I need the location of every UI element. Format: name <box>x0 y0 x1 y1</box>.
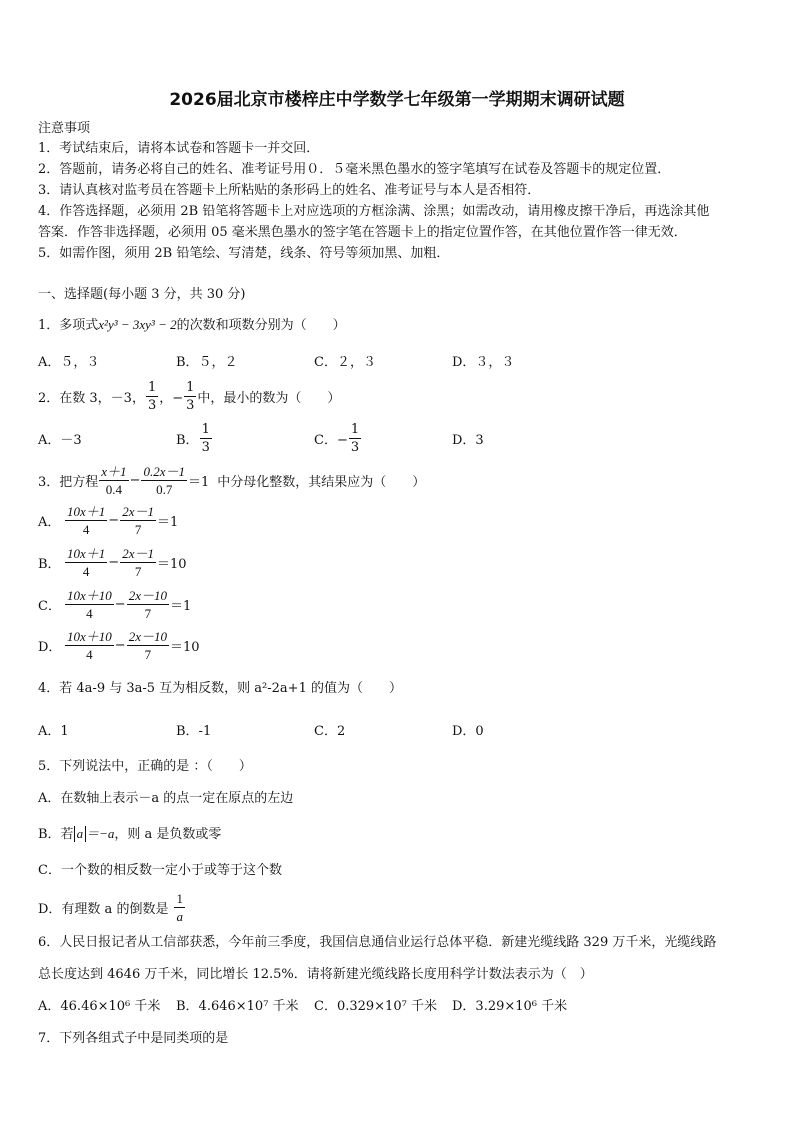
q3-eq: ＝1 <box>188 475 210 490</box>
q2-fraction-neg: $\frac{1}{3}$ <box>186 380 195 413</box>
q3-suffix: 中分母化整数，其结果应为（ ） <box>217 475 426 490</box>
notice-item: 1．考试结束后，请将本试卷和答题卡一并交回． <box>38 141 320 156</box>
q2-fraction: $\frac{1}{3}$ <box>147 380 157 413</box>
q1-option-d: D．３，３ <box>452 355 515 370</box>
q2-option-b: B． $\frac{1}{3}$ <box>176 422 210 455</box>
q3-fraction-2: $\frac{0.2x-1}{0.7}$ <box>143 464 185 497</box>
q2-option-a: A．－3 <box>38 433 82 448</box>
question-5: 5．下列说法中，正确的是 ：（ ） <box>38 759 252 774</box>
q1-option-a: A．５，３ <box>38 355 100 370</box>
q5-option-c: C．一个数的相反数一定小于或等于这个数 <box>38 863 282 878</box>
q3-option-b: B． $\frac{10x+1}{4}$ − $\frac{2x-1}{7}$ ＝10 <box>38 546 187 579</box>
q2-b-fraction: $\frac{1}{3}$ <box>201 422 210 455</box>
question-6-line-2: 总长度达到 4646 万千米，同比增长 12.5%．请将新建光缆线路长度用科学计数法表示为（ ） <box>38 967 593 982</box>
q3-option-c: C． $\frac{10x+10}{4}$ − $\frac{2x-10}{7}$ ＝1 <box>38 588 192 621</box>
q6-option-b: B．4.646×10⁷ 千米 <box>176 999 299 1014</box>
q4-option-a: A．1 <box>38 724 69 739</box>
section-heading: 一、选择题(每小题 3 分，共 30 分) <box>38 287 246 302</box>
q1-prefix: 1．多项式 <box>38 318 99 333</box>
q6-option-c: C．0.329×10⁷ 千米 <box>314 999 437 1014</box>
q4-option-c: C．2 <box>314 724 346 739</box>
q2-sep: ，− <box>159 391 184 406</box>
q1-option-b: B．５，２ <box>176 355 238 370</box>
q5-option-b: B．若 a ＝−a，则 a 是负数或零 <box>38 826 222 842</box>
q3-fraction-1: $\frac{x+1}{0.4}$ <box>101 464 127 497</box>
notice-item: 3．请认真核对监考员在答题卡上所粘贴的条形码上的姓名、准考证号与本人是否相符． <box>38 183 541 198</box>
q6-option-d: D．3.29×10⁶ 千米 <box>452 999 568 1014</box>
notice-item: 5．如需作图，须用 2B 铅笔绘、写清楚，线条、符号等须加黑、加粗． <box>38 246 450 261</box>
q1-formula: x²y³ − 3xy³ − 2 <box>98 317 177 332</box>
q4-option-d: D．0 <box>452 724 484 739</box>
question-6-line-1: 6．人民日报记者从工信部获悉，今年前三季度，我国信息通信业运行总体平稳．新建光缆线路 329 万千米，光缆线路 <box>38 935 717 950</box>
q2-prefix: 2．在数 3，－3， <box>38 391 145 406</box>
q3-option-a: A． $\frac{10x+1}{4}$ − $\frac{2x-1}{7}$ ＝1 <box>38 504 179 537</box>
q2-suffix: 中，最小的数为（ ） <box>197 391 341 406</box>
q3-prefix: 3．把方程 <box>38 475 99 490</box>
notice-item: 4．作答选择题，必须用 2B 铅笔将答题卡上对应选项的方框涂满、涂黑；如需改动，请用橡皮擦干净后，再选涂其他 <box>38 204 710 219</box>
q1-suffix: 的次数和项数分别为（ ） <box>176 318 346 333</box>
q2-option-d: D．3 <box>452 433 484 448</box>
q6-option-a: A．46.46×10⁶ 千米 <box>38 999 161 1014</box>
page-title: 2026届北京市楼梓庄中学数学七年级第一学期期末调研试题 <box>169 90 625 110</box>
q1-option-c: C．２，３ <box>314 355 376 370</box>
q3-option-d: D． $\frac{10x+10}{4}$ − $\frac{2x-10}{7}$ ＝10 <box>38 629 200 662</box>
notice-item: 2．答题前，请务必将自己的姓名、准考证号用０．５毫米黑色墨水的签字笔填写在试卷及答题卡的规定位置． <box>38 162 671 177</box>
q2-option-c: C．− $\frac{1}{3}$ <box>314 422 360 455</box>
question-1 <box>38 316 346 335</box>
q4-option-b: B．-1 <box>176 724 212 739</box>
question-4: 4．若 4a-9 与 3a-5 互为相反数，则 a²-2a+1 的值为（ ） <box>38 681 402 696</box>
question-2 <box>38 379 340 414</box>
question-3: 3．把方程 $\frac{x+1}{0.4}$ − $\frac{0.2x-1}{0.7}$ ＝1 中分母化整数，其结果应为（ ） <box>38 464 426 497</box>
q5-option-a: A．在数轴上表示－a 的点一定在原点的左边 <box>38 791 294 806</box>
notice-item: 答案．作答非选择题，必须用 05 毫米黑色墨水的签字笔在答题卡上的指定位置作答，在其他位置作答一律无效． <box>38 225 687 240</box>
notice-heading: 注意事项 <box>38 121 91 136</box>
question-7: 7．下列各组式子中是同类项的是 <box>38 1031 229 1046</box>
q2-c-fraction: $\frac{1}{3}$ <box>350 422 360 455</box>
q5-option-d: D．有理数 a 的倒数是 $\frac{1}{a}$ <box>38 891 183 924</box>
